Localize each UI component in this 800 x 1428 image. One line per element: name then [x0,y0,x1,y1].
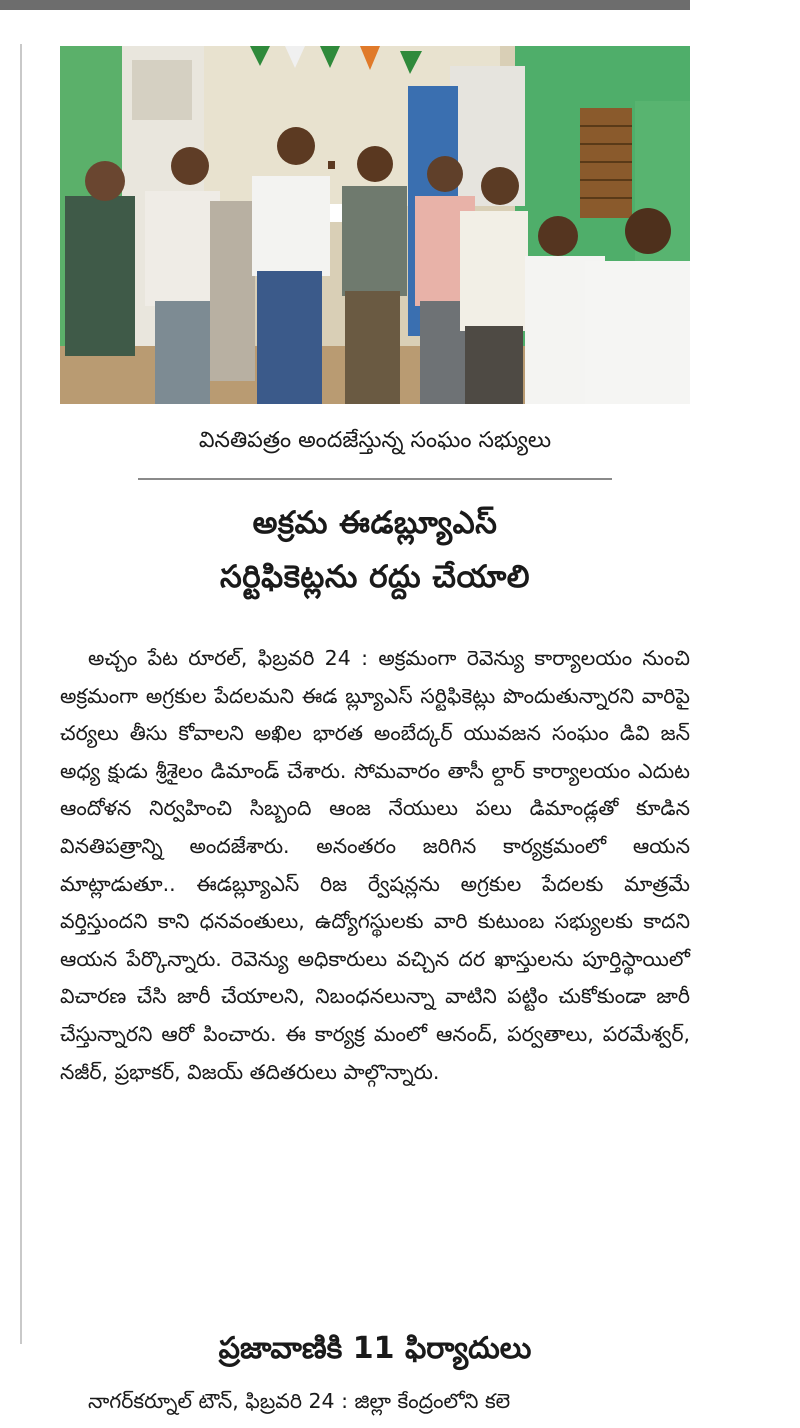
column-divider [20,44,22,1344]
article-body [60,640,690,1091]
article-headline [60,496,690,604]
next-article-first-line: నాగర్‌కర్నూల్ టౌన్, ఫిబ్రవరి 24 : జిల్లా కేంద్రంలోని కలె [88,1389,511,1413]
top-page-bar [0,0,690,10]
next-article-headline: ప్రజావాణికి 11 ఫిర్యాదులు [218,1331,532,1366]
caption-divider [138,478,612,480]
headline-line-2: సర్టిఫికెట్లను రద్దు చేయాలి [220,559,530,595]
headline-line-1: అక్రమ ఈడబ్ల్యూఎస్ [252,505,498,541]
article-paragraph: అచ్చం పేట రూరల్, ఫిబ్రవరి 24 : అక్రమంగా రెవెన్యు కార్యాలయం నుంచి అక్రమంగా అగ్రకుల పేదలమని ఈడ బ్ల్యూఎస్ సర్టిఫికెట్లు పొందుతున్నారని వారిపై చర్యలు తీసు కోవాలని అఖిల భారత అంబేద్కర్ యువజన సంఘం డివి జన్ అధ్య క్షుడు శ్రీశైలం డిమాండ్ చేశారు. సోమవారం తాసీ ల్దార్ కార్యాలయం ఎదుట ఆందోళన నిర్వహించి సిబ్బంది ఆంజ నేయులు పలు డిమాండ్లతో కూడిన వినతిపత్రాన్ని అందజేశారు. అనంతరం జరిగిన కార్యక్రమంలో ఆయన మాట్లాడుతూ.. ఈడబ్ల్యూఎస్ రిజ ర్వేషన్లను అగ్రకుల పేదలకు మాత్రమే వర్తిస్తుందని కాని ధనవంతులు, ఉద్యోగస్థులకు వారి కుటుంబ సభ్యులకు కాదని ఆయన పేర్కొన్నారు. రెవెన్యు అధికారులు వచ్చిన దర ఖాస్తులను పూర్తిస్థాయిలో విచారణ చేసి జారీ చేయాలని, నిబంధనలున్నా వాటిని పట్టిం చుకోకుండా జారీ చేస్తున్నారని ఆరో పించారు. ఈ కార్యక్ర మంలో ఆనంద్, పర్వతాలు, పరమేశ్వర్, నజీర్, ప్రభాకర్, విజయ్ తదితరులు పాల్గొన్నారు. [60,646,690,1084]
news-photo [60,46,690,404]
photo-caption: వినతిపత్రం అందజేస్తున్న సంఘం సభ్యులు [198,428,552,453]
